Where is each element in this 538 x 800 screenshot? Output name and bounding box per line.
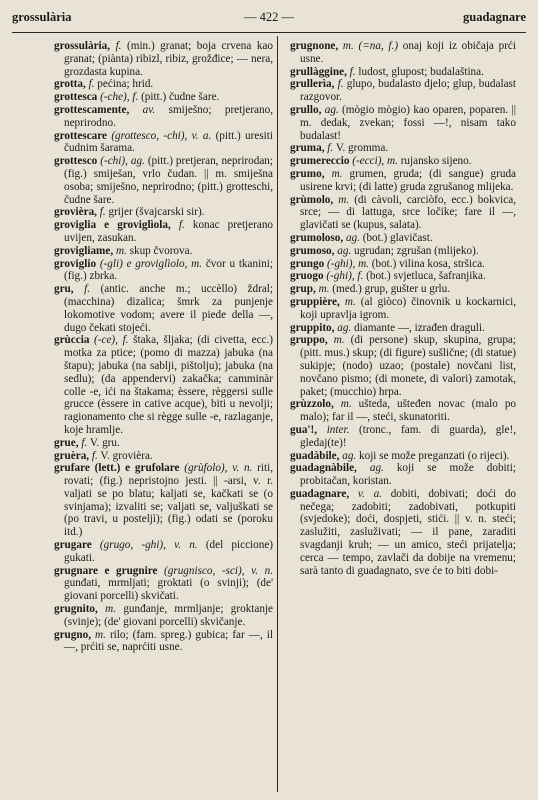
grammar-tag: m. [331,167,343,180]
dictionary-entry [54,603,273,629]
definition: (pitt.) uresiti čudnim šarama. [64,129,273,155]
headword: groviglia e groviglìola, [54,219,171,232]
dictionary-entry [54,283,273,334]
dictionary-entry [290,194,516,232]
grammar-tag: m. [344,295,356,308]
dictionary-entry [290,270,516,283]
definition: konac pretjerano uvijen, zasukan. [64,219,273,244]
headword: gruogo [290,270,324,283]
headword: grumereccio [290,155,350,168]
definition: koji se može preganzati (o rijeci). [359,449,510,462]
grammar-tag: (-ghi), f. [326,270,364,283]
headword: guadagnàbile, [290,462,357,475]
dictionary-entry [290,424,516,450]
grammar-tag: (grugnisco, -sci), v. n. [164,564,273,577]
definition: gunđanje, mrmljanje; groktanje (svinje); (de' giovani porcelli) skvičanje. [64,603,273,628]
headword: grumoso, [290,244,335,257]
definition: ušteda, ušteđen novac (malo po malo); far il —, steći, skunatoriti. [300,398,516,424]
dictionary-entry [54,206,273,219]
definition: (pitt.) pretjeran, neprirodan; (fig.) smiješan, vrlo čudan. || m. smiješna osoba; smiješno, neprirodno; (pitt.) grotteschi, čudne šare. [64,155,273,206]
grammar-tag: f. [178,219,185,232]
grammar-tag: m. [340,398,352,411]
headword: grufare (lett.) e grufolare [54,462,180,475]
headword: grumo, [290,167,325,180]
headword: grugno, [54,628,91,641]
headword: gru, [54,283,74,296]
grammar-tag: f. [81,436,88,449]
headword: grottesca [54,91,98,104]
definition: (al giòco) činovnik u kockarnici, koji upravlja igrom. [300,295,516,321]
headword: gruèra, [54,449,90,462]
definition: ugrudan; zgrušan (mlijeko). [354,244,479,257]
headword: gruppo, [290,334,328,347]
grammar-tag: ag. [342,449,357,462]
grammar-tag: ag. [369,462,384,475]
headword: grugare [54,539,92,552]
headword: gruppito, [290,321,335,334]
page-number: — 422 — [244,10,294,24]
headword: grossulària, [54,40,111,52]
definition: čvor u tkanini; (fig.) zbrka. [64,257,273,283]
grammar-tag: f. [337,78,344,91]
dictionary-entry [54,450,273,463]
definition: V. grovièra. [100,449,153,462]
dictionary-entry [290,334,516,398]
grammar-tag: inter. [326,423,350,436]
definition: (pitt.) čudne šare. [141,91,220,104]
dictionary-entry [54,565,273,603]
definition: (tronc., fam. di guarda), gle!, gledaj(te)! [300,423,516,449]
headword: grottescare [54,129,108,142]
headword: grugnito, [54,603,98,616]
grammar-tag: (grottesco, -chi), v. a. [111,129,212,142]
definition: dobiti, dobivati; doći do nečega; zadobiti; zadobivati, potkupiti (svjedoke); doći, dospjeti, stići. || v. n. steći; zaslužiti, zasluživati; — il pane, zaraditi svagdanji kruh; — un amico, steći prijatelja; cerca — tempo, zavlači da dobije na vremenu; sarà tanto di guadagnato, sve će to biti dobi- [300,487,516,577]
headword: grùzzolo, [290,398,334,411]
headword: grottesco [54,155,98,168]
grammar-tag: (-ecci), m. [352,155,398,168]
grammar-tag: (-ghi), m. [327,257,369,270]
definition: riti, rovati; (fig.) nepristojno jesti. || -arsi, v. r. valjati se po blatu; kaljati se, kačkati se (o svinjama); izvaliti se; valjati se, valjuškati se (po travi, u posteljì); (fig.) odati se (poroku itd.) [64,462,273,539]
definition: rilo; (fam. spreg.) gubica; far —, il —, prćiti se, naprćiti usne. [64,628,273,654]
headword: guadagnare, [290,487,350,500]
dictionary-entry [54,462,273,539]
grammar-tag: m. [333,334,345,347]
definition: glupo, budalasto djelo; glup, budalast razgovor. [300,78,516,104]
definition: (di persone) skup, skupina, grupa; (pitt. mus.) skup; (di figure) sušlične; (di statue) sukipje; (nodo) uzao; (postale) novčani list, novčano pismo; (di monete, di valori) zamotak, paket; (mucchio) hrpa. [300,334,516,398]
dictionary-entry [54,245,273,258]
headword: gruma, [290,142,325,155]
dictionary-entry [290,398,516,424]
dictionary-entry [54,258,273,284]
definition: skup čvorova. [129,244,193,257]
dictionary-entry [54,91,273,104]
definition: diamante —, izrađen draguli. [354,321,485,334]
headword: grullo, [290,103,322,116]
definition: gunđati, mrmljati; groktati (o svinji); (de' giovani porcelli) skvičati. [64,577,273,603]
dictionary-entry [290,155,516,168]
dictionary-entry [290,232,516,245]
headword: gua'!, [290,423,318,436]
grammar-tag: (-gli) e groviglìolo, m. [99,257,203,270]
grammar-tag: (-chi), ag. [100,155,145,168]
grammar-tag: (grugo, -ghi), v. n. [99,539,198,552]
grammar-tag: (-che), f. [100,91,139,104]
headword: gruppière, [290,295,340,308]
grammar-tag: m. [115,244,127,257]
definition: smiješno; pretjerano, neprirodno. [64,103,273,129]
headword: grungo [290,257,325,270]
definition: V. gru. [89,436,120,449]
dictionary-entry [290,104,516,142]
dictionary-entry [290,283,516,296]
grammar-tag: ag. [337,244,352,257]
grammar-tag: ag. [337,321,352,334]
definition: onaj koji iz običaja prći usne. [300,40,516,65]
dictionary-entry [290,258,516,271]
grammar-tag: f. [327,142,334,155]
definition: (del piccione) gukati. [64,539,273,564]
headword: groviglio [54,257,97,270]
grammar-tag: f. [91,449,98,462]
definition: grijer (švajcarski sir). [108,206,205,219]
grammar-tag: (grùfolo), v. n. [184,462,253,475]
header-rule [12,32,526,33]
definition: (bot.) vilina kosa, stršica. [371,257,485,270]
dictionary-entry [54,130,273,156]
headword: grullerìa, [290,78,335,91]
definition: (bot.) glavičast. [362,231,433,244]
dictionary-entry [54,104,273,130]
grammar-tag: (-ce), f. [94,334,129,347]
header-first-word: grossulària [12,10,72,24]
definition: (mògio mògio) kao oparen, poparen. || m. dedak, zvekan; fossi —!, nisam tako budalast! [300,103,516,142]
definition: (antic. anche m.; uccèllo) ždral; (macchina) dizalica; šmrk za punjenje lokomotive vodom; avere il piede della —, dugo čekati stojeći. [64,283,273,334]
dictionary-entry [54,437,273,450]
dictionary-entry [54,155,273,206]
definition: (min.) granat; boja crvena kao granat; (piànta) ribizl, ribiz, grožđice; — nera, grozdasta kupina. [64,40,273,78]
dictionary-entry [54,78,273,91]
headword: grùccia [54,334,90,347]
headword: grup, [290,283,316,296]
left-column [54,40,273,796]
grammar-tag: f. [99,206,106,219]
definition: ludost, glupost; budalaština. [358,65,484,78]
grammar-tag: f. [88,78,95,91]
header-last-word: guadagnare [463,10,526,24]
dictionary-entry [290,78,516,104]
definition: (di càvoli, carciòfo, ecc.) bokvica, srce; — di lattuga, srce ločike; fare il —, glavičati se (kupus, salata). [300,193,516,232]
dictionary-entry [290,322,516,335]
headword: guadàbile, [290,449,340,462]
dictionary-entry [290,66,516,79]
headword: grugnone, [290,40,339,52]
dictionary-entry [290,462,516,488]
headword: grugnare e grugnire [54,564,158,577]
dictionary-entry [290,245,516,258]
dictionary-entry [54,40,273,78]
dictionary-entry [290,168,516,194]
definition: koji se može dobiti; probitačan, koristan. [300,462,516,488]
grammar-tag: f. [349,65,356,78]
grammar-tag: f. [84,283,90,296]
headword: grovièra, [54,206,97,219]
grammar-tag: v. a. [357,487,382,500]
headword: grùmolo, [290,193,334,206]
dictionary-entry [290,488,516,578]
running-header [12,8,526,26]
grammar-tag: m. [105,603,117,616]
dictionary-entry [54,629,273,655]
definition: pećina; hrid. [97,78,154,91]
dictionary-entry [290,40,516,66]
grammar-tag: m. [95,628,106,641]
grammar-tag: m. [318,283,330,296]
definition: štaka, šljaka; (di civetta, ecc.) motka za ptice; (pomo di mazza) jabuka (na štapu); jabuka (na sablji, pištolju); jabuka (na sedlu); (da appendervi) zakačka; camminàr colle -e, ići na štakama; èssere, règgersi sulle grucce (èssere in cative acque), biti u nevolji; ragionamento che si règge sulle -e, razlaganje, koje hramlje. [64,334,273,436]
headword: grue, [54,436,79,449]
grammar-tag: f. [115,40,122,52]
headword: grovigliame, [54,244,114,257]
grammar-tag: m. [338,193,350,206]
grammar-tag: m. (=na, f.) [342,40,399,52]
dictionary-entry [290,142,516,155]
dictionary-entry [290,450,516,463]
dictionary-entry [54,539,273,565]
headword: grotta, [54,78,86,91]
headword: grumoloso, [290,231,344,244]
definition: V. gromma. [335,142,389,155]
grammar-tag: ag. [345,231,360,244]
dictionary-entry [290,296,516,322]
dictionary-entry [54,219,273,245]
grammar-tag: ag. [324,103,339,116]
headword: grullàggine, [290,65,347,78]
definition: rujansko sijeno. [400,155,472,168]
right-column [290,40,516,796]
column-divider [277,36,278,792]
headword: grottescamente, [54,103,130,116]
definition: (med.) grup, gušter u grlu. [332,283,451,296]
dictionary-entry [54,334,273,436]
definition: grumen, gruda; (di sangue) gruda usirene krvi; (di latte) gruda zgrušanog mlijeka. [300,167,516,193]
grammar-tag: av. [142,103,156,116]
definition: (bot.) svjetluca, šafranjika. [366,270,486,283]
